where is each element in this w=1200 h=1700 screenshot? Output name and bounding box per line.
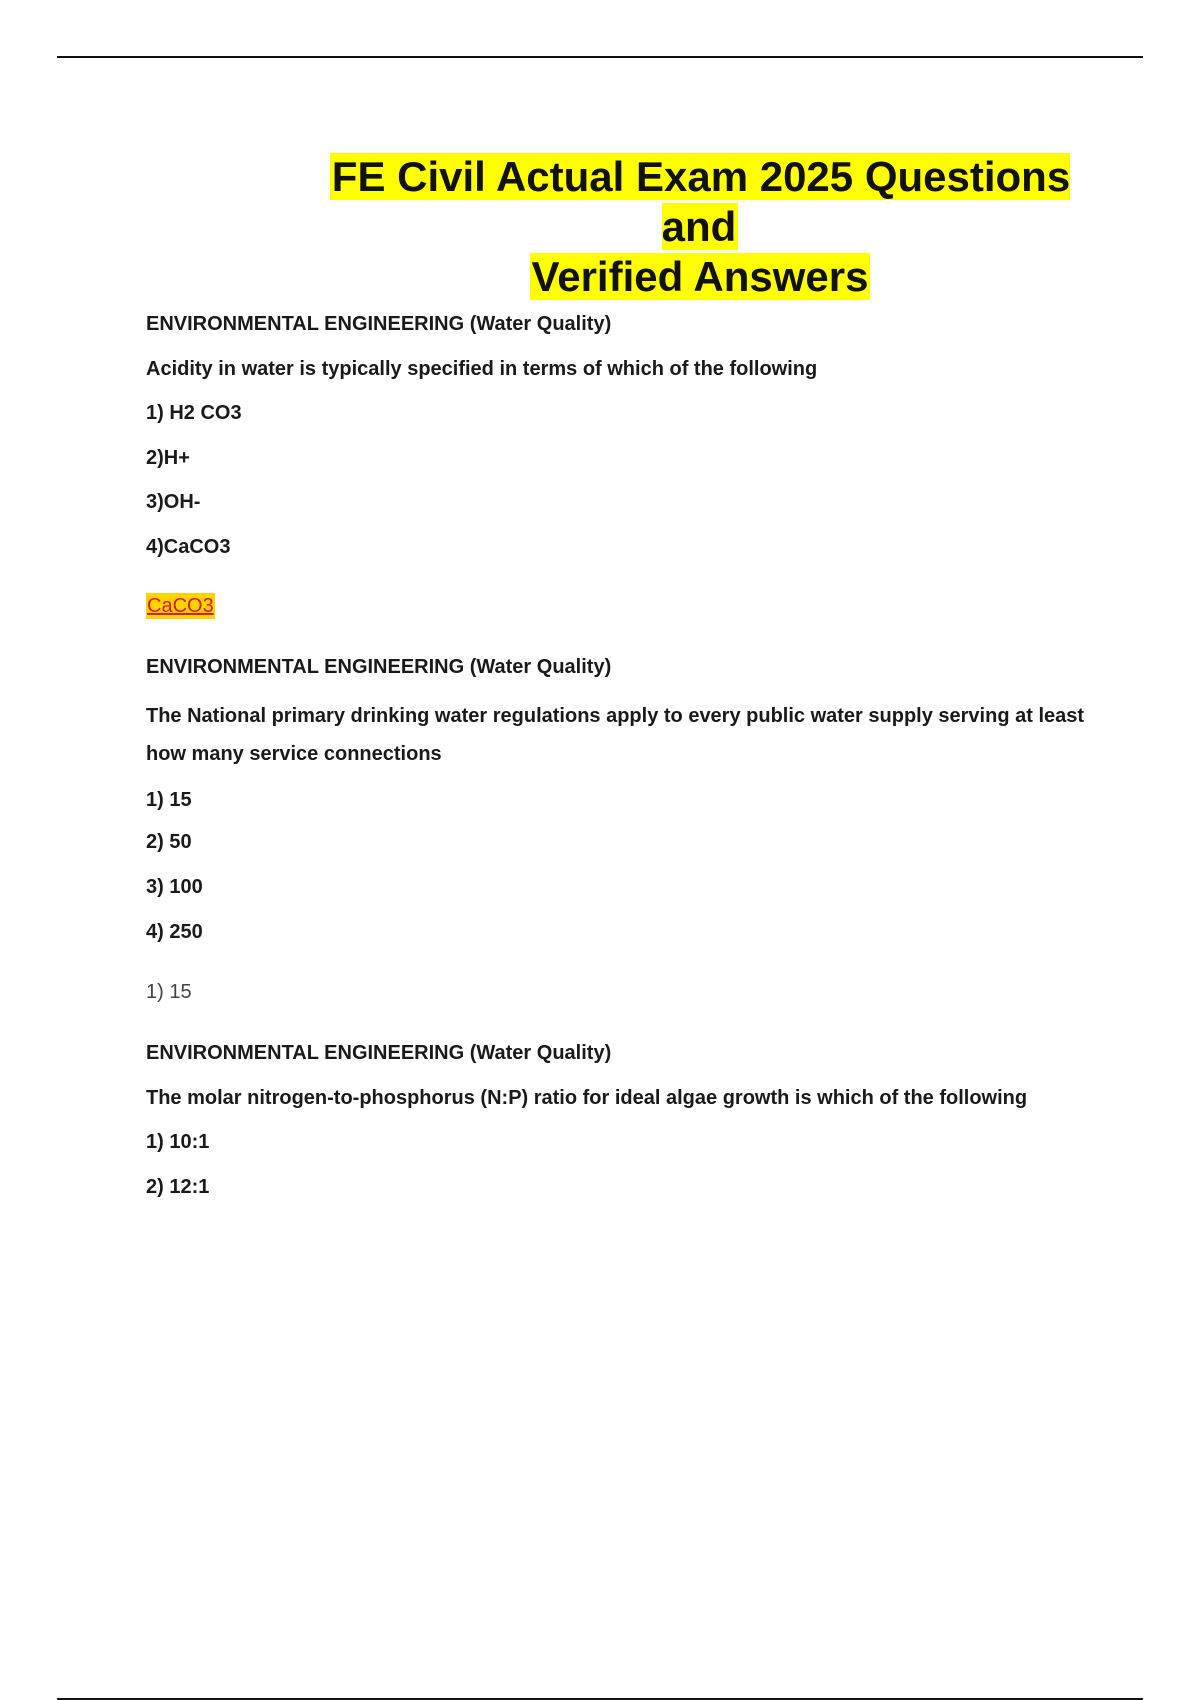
title-line-1: FE Civil Actual Exam 2025 Questions and	[331, 153, 1071, 250]
question-1-answer: CaCO3	[147, 595, 214, 617]
question-2-option-1: 1) 15	[146, 789, 192, 811]
question-3-option-2: 2) 12:1	[146, 1176, 210, 1198]
title-line-2: Verified Answers	[531, 253, 869, 300]
question-2-text: The National primary drinking water regulations apply to every public water supply serving at least how many service connections	[146, 705, 1085, 765]
header-rule	[57, 56, 1143, 58]
question-1-option-1: 1) H2 CO3	[146, 402, 242, 424]
question-1-option-3: 3)OH-	[146, 491, 201, 513]
question-2-answer: 1) 15	[146, 981, 192, 1003]
question-2-option-4: 4) 250	[146, 921, 203, 943]
question-1-option-2: 2)H+	[146, 447, 190, 469]
question-1-category: ENVIRONMENTAL ENGINEERING (Water Quality)	[146, 313, 612, 335]
question-3-text: The molar nitrogen-to-phosphorus (N:P) ratio for ideal algae growth is which of the following	[146, 1087, 1028, 1109]
question-3-category: ENVIRONMENTAL ENGINEERING (Water Quality)	[146, 1042, 612, 1064]
question-2-option-3: 3) 100	[146, 876, 203, 898]
document-title	[300, 152, 1100, 302]
question-1-text: Acidity in water is typically specified in terms of which of the following	[146, 358, 818, 380]
question-3-option-1: 1) 10:1	[146, 1131, 210, 1153]
question-1-option-4: 4)CaCO3	[146, 536, 231, 558]
question-2-category: ENVIRONMENTAL ENGINEERING (Water Quality)	[146, 656, 612, 678]
question-2-option-2: 2) 50	[146, 831, 192, 853]
